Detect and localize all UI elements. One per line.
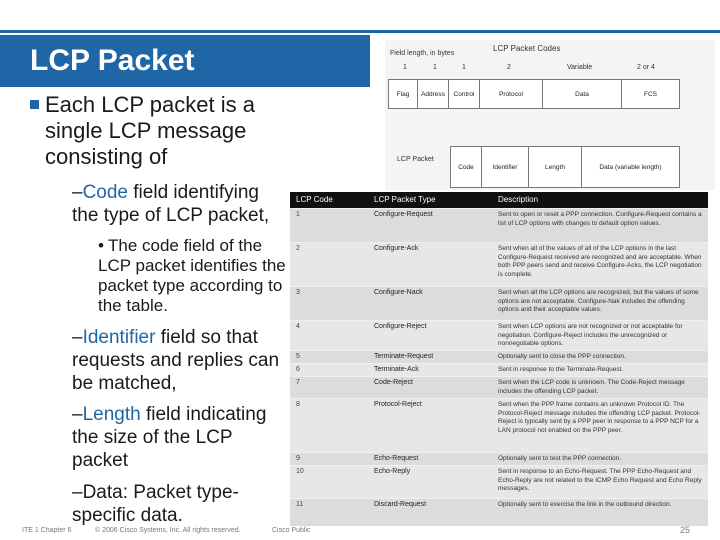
length-flag: 1 [403, 64, 407, 71]
table-row [290, 376, 708, 399]
row-type: Configure-Reject [374, 323, 427, 330]
table-row [290, 208, 708, 243]
dash: – [72, 182, 83, 203]
title-rule [0, 30, 720, 33]
packet-label: LCP Packet [397, 156, 434, 163]
dash: – [72, 404, 83, 425]
field-length-label: Field length, in bytes [390, 50, 455, 57]
row-description: Sent to open or reset a PPP connection. Configure-Request contains a list of LCP options with changes to default option values. [498, 211, 702, 227]
row-code: 3 [296, 289, 300, 296]
row-code: 9 [296, 455, 300, 462]
table-row [290, 350, 708, 364]
row-code: 6 [296, 366, 300, 373]
identifier-item [72, 326, 287, 395]
row-code: 1 [296, 211, 300, 218]
length-fcs: 2 or 4 [637, 64, 655, 71]
code-item [72, 181, 287, 227]
table-row [290, 286, 708, 321]
dash: – [72, 482, 83, 503]
row-description: Optionally sent to close the PPP connection. [498, 353, 626, 360]
packet-data: Data (variable length) [599, 163, 662, 171]
row-description: Sent in response to an Echo-Request. The PPP Echo-Request and Echo-Reply are not related to the ICMP Echo Request and Echo Reply messages. [498, 468, 702, 492]
row-type: Echo-Request [374, 455, 419, 462]
bullet-square-icon [30, 100, 39, 109]
sub-bullet: • [98, 236, 104, 255]
row-code: 7 [296, 379, 300, 386]
row-code: 4 [296, 323, 300, 330]
row-description: Optionally sent to test the PPP connection. [498, 455, 622, 462]
lcp-packet-fields [450, 146, 680, 188]
row-description: Sent in response to the Terminate-Request. [498, 366, 624, 373]
row-description: Sent when all the LCP options are recognized, but the values of some options are not acceptable. Configure-Nak includes the offending options and their acceptable values. [498, 289, 699, 313]
row-type: Configure-Nack [374, 289, 423, 296]
main-bullet-text: Each LCP packet is a single LCP message consisting of [45, 92, 255, 169]
row-type: Terminate-Request [374, 353, 434, 360]
table-row [290, 498, 708, 526]
frame-fcs: FCS [644, 90, 657, 98]
table-row [290, 398, 708, 453]
length-control: 1 [462, 64, 466, 71]
row-code: 5 [296, 353, 300, 360]
length-data: Variable [567, 64, 593, 71]
row-code: 2 [296, 245, 300, 252]
table-header [290, 192, 708, 208]
row-type: Code-Reject [374, 379, 413, 386]
table-row [290, 465, 708, 499]
row-code: 10 [296, 468, 304, 475]
row-type: Terminate-Ack [374, 366, 419, 373]
code-sub-item [98, 236, 298, 316]
length-rest: field indicating the size of the LCP packet [72, 404, 267, 471]
row-description: Optionally sent to exercise the link in the outbound direction. [498, 501, 672, 508]
packet-code: Code [451, 147, 482, 187]
data-rest: : Packet type-specific data. [72, 482, 239, 526]
length-address: 1 [433, 64, 437, 71]
table-row [290, 363, 708, 377]
header-code: LCP Code [296, 195, 333, 204]
frame-data: Data [543, 80, 622, 108]
footer-page-number: 25 [680, 525, 691, 535]
packet-length: Length [529, 147, 582, 187]
footer-chapter: ITE 1 Chapter 6 [22, 527, 72, 534]
length-item [72, 403, 287, 472]
slide-title: LCP Packet [0, 35, 370, 87]
code-rest: field identifying the type of LCP packet, [72, 182, 270, 226]
footer-copyright: © 2006 Cisco Systems, Inc. All rights reserved. [95, 527, 241, 534]
code-sub-text: The code field of the LCP packet identifies the packet type according to the table. [98, 236, 286, 315]
identifier-rest: field so that requests and replies can be matched, [72, 327, 280, 394]
row-code: 8 [296, 401, 300, 408]
table-row [290, 320, 708, 351]
row-description: Sent when the PPP frame contains an unknown Protocol ID. The Protocol-Reject message includes the offending LCP packet. Protocol-Reject is typically sent by a PPP peer in response to a PPP NCP for a LAN protocol not enabled on the PPP peer. [498, 401, 701, 434]
footer-classification: Cisco Public [272, 527, 311, 534]
frame-protocol: Protocol [480, 80, 543, 108]
header-type: LCP Packet Type [374, 195, 436, 204]
table-row [290, 242, 708, 287]
lcp-code-table [290, 192, 708, 526]
row-code: 11 [296, 501, 304, 508]
packet-identifier: Identifier [482, 147, 529, 187]
header-description: Description [498, 195, 539, 204]
row-description: Sent when all of the values of all of the LCP options in the last Configure-Request received are recognized and are acceptable. When both PPP peers send and receive Configure-Acks, the LCP negotiation is complete. [498, 245, 702, 278]
code-term: Code [82, 182, 128, 203]
table-row [290, 452, 708, 466]
length-term: Length [82, 404, 141, 425]
lcp-packet-diagram [385, 40, 715, 190]
main-bullet [30, 92, 300, 170]
row-type: Echo-Reply [374, 468, 411, 475]
row-type: Configure-Ack [374, 245, 419, 252]
codes-label: LCP Packet Codes [493, 44, 561, 53]
frame-flag: Flag [389, 80, 418, 108]
ppp-frame [388, 79, 680, 109]
data-item [72, 481, 272, 527]
data-term: Data [82, 482, 123, 503]
row-type: Protocol-Reject [374, 401, 422, 408]
row-description: Sent when the LCP code is unknown. The Code-Reject message includes the offending LCP packet. [498, 379, 685, 395]
frame-control: Control [449, 80, 480, 108]
dash: – [72, 327, 83, 348]
length-protocol: 2 [507, 64, 511, 71]
row-type: Discard-Request [374, 501, 427, 508]
row-description: Sent when LCP options are not recognized or not acceptable for negotiation. Configure-Reject includes the unrecognized or nonnegotiable options. [498, 323, 683, 347]
frame-address: Address [418, 80, 449, 108]
identifier-term: Identifier [82, 327, 156, 348]
row-type: Configure-Request [374, 211, 433, 218]
